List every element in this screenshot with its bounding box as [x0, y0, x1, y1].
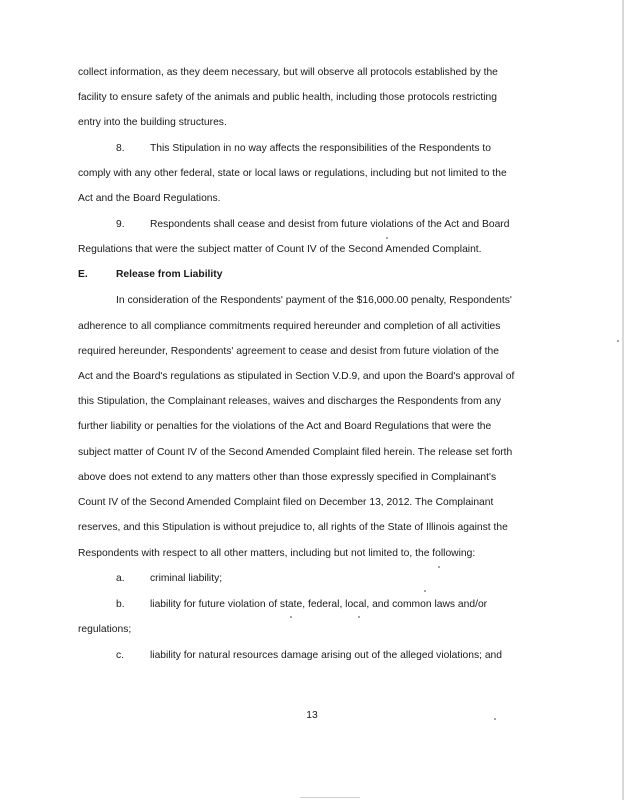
sub-item-text-b: liability for future violation of state, federal, local, and common laws and/or: [150, 599, 488, 610]
paragraph-line: adherence to all compliance commitments required hereunder and completion of all activities: [78, 321, 501, 332]
paragraph-line: entry into the building structures.: [78, 117, 227, 128]
paragraph-line: collect information, as they deem necessary, but will observe all protocols established by the: [78, 67, 498, 78]
scan-speck: [438, 566, 440, 568]
paragraph-line: this Stipulation, the Complainant releases, waives and discharges the Respondents from any: [78, 396, 501, 407]
sub-item-text-c: liability for natural resources damage arising out of the alleged violations; and: [150, 650, 503, 661]
scan-speck: [386, 237, 388, 239]
paragraph-line: subject matter of Count IV of the Second Amended Complaint filed herein. The release set forth: [78, 447, 513, 458]
page-number: 13: [306, 710, 318, 721]
paragraph-line: Respondents with respect to all other matters, including but not limited to, the following:: [78, 548, 476, 559]
item-number-9: 9.: [116, 219, 125, 230]
scan-mark: [300, 797, 360, 798]
paragraph-line: facility to ensure safety of the animals and public health, including those protocols restricting: [78, 92, 497, 103]
paragraph-line: In consideration of the Respondents' payment of the $16,000.00 penalty, Respondents': [116, 295, 512, 306]
paragraph-line: This Stipulation in no way affects the responsibilities of the Respondents to: [150, 143, 491, 154]
scan-speck: [424, 590, 426, 592]
paragraph-line: required hereunder, Respondents' agreement to cease and desist from future violation of the: [78, 346, 499, 357]
paragraph-line: comply with any other federal, state or local laws or regulations, including but not limited to the: [78, 168, 507, 179]
sub-item-text-b-cont: regulations;: [78, 624, 132, 635]
paragraph-line: Respondents shall cease and desist from future violations of the Act and Board: [150, 219, 510, 230]
paragraph-line: reserves, and this Stipulation is without prejudice to, all rights of the State of Illinois against the: [78, 522, 508, 533]
paragraph-line: Count IV of the Second Amended Complaint filed on December 13, 2012. The Complainant: [78, 497, 494, 508]
scan-speck: [617, 340, 619, 342]
sub-item-text-a: criminal liability;: [150, 573, 223, 584]
paragraph-line: Act and the Board's regulations as stipulated in Section V.D.9, and upon the Board's approval of: [78, 371, 515, 382]
scan-speck: [494, 718, 496, 720]
sub-item-letter-b: b.: [116, 599, 125, 610]
section-heading: Release from Liability: [116, 269, 223, 280]
scan-speck: [290, 616, 292, 618]
paragraph-line: above does not extend to any matters other than those expressly specified in Complainant's: [78, 472, 497, 483]
paragraph-line: Regulations that were the subject matter of Count IV of the Second Amended Complaint.: [78, 244, 482, 255]
item-number-8: 8.: [116, 143, 125, 154]
section-letter: E.: [78, 269, 88, 280]
paragraph-line: further liability or penalties for the violations of the Act and Board Regulations that were the: [78, 421, 492, 432]
paragraph-line: Act and the Board Regulations.: [78, 193, 221, 204]
sub-item-letter-c: c.: [116, 650, 125, 661]
scan-speck: [358, 616, 360, 618]
sub-item-letter-a: a.: [116, 573, 125, 584]
